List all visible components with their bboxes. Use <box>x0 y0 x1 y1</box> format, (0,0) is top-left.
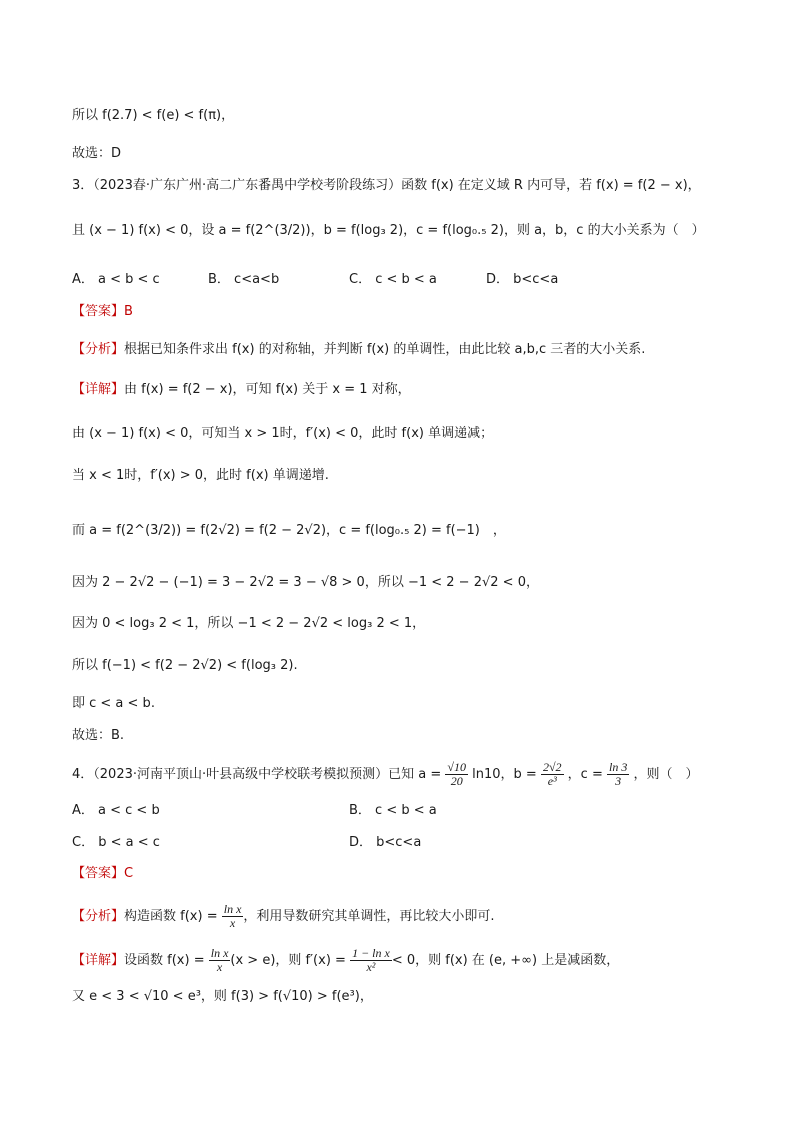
fraction: $\frac{\text{ln x}}{x}$ <box>223 902 242 930</box>
text-line: 由 (x − 1) f(x) < 0，可知当 x > 1时，f′(x) < 0，此时 f(x) 单调递减； <box>72 426 494 441</box>
text-line: 所以 f(2.7) < f(e) < f(π)， <box>72 108 235 123</box>
detail-line: 【详解】设函数 f(x) = $\frac{\text{ln x}}{x}$ (x > e)，则 f′(x) = $\frac{\text{1 − ln x}}{\text{x²}}$ < 0，则 f(x) 在 (e, +∞) 上是减函数， <box>72 946 620 974</box>
text-line: 故选：D <box>72 146 122 161</box>
analysis-tag: 【分析】 <box>72 909 125 924</box>
fraction: $\frac{2√2}{\text{e³}}$ <box>542 760 562 788</box>
detail-tag: 【详解】 <box>72 953 125 968</box>
option-a: A． a < c < b <box>72 803 160 818</box>
analysis-line: 【分析】构造函数 f(x) = $\frac{\text{ln x}}{x}$ ，利用导数研究其单调性，再比较大小即可. <box>72 902 495 930</box>
option-d: D． b<c<a <box>349 835 422 850</box>
text-line: 故选：B. <box>72 728 125 743</box>
analysis-tag: 【分析】 <box>72 342 125 357</box>
text-line: 当 x < 1时，f′(x) > 0，此时 f(x) 单调递增. <box>72 468 329 483</box>
detail-line: 【详解】由 f(x) = f(2 − x)，可知 f(x) 关于 x = 1 对称， <box>72 382 411 397</box>
answer-value: B <box>124 304 133 319</box>
detail-tag: 【详解】 <box>72 382 125 397</box>
answer-line <box>72 303 754 321</box>
text-line: 又 e < 3 < √10 < e³，则 f(3) > f(√10) > f(e³)， <box>72 989 373 1004</box>
question-4-stem: 4．（2023·河南平顶山·叶县高级中学校联考模拟预测）已知 a = $\frac{√10}{20}$ ln10，b = $\frac{2√2}{\text{e³}}$ ，c = $\frac{\ln 3}{3}$ ，则（ ） <box>72 760 699 788</box>
analysis-line: 【分析】根据已知条件求出 f(x) 的对称轴，并判断 f(x) 的单调性，由此比较 a,b,c 三者的大小关系. <box>72 342 646 357</box>
answer-line <box>72 865 754 883</box>
option-b: B． c < b < a <box>349 803 437 818</box>
option-d: D． b<c<a <box>486 272 559 287</box>
text-line: 因为 0 < log₃ 2 < 1，所以 −1 < 2 − 2√2 < log₃ 2 < 1， <box>72 616 426 631</box>
fraction: $\frac{\text{ln x}}{x}$ <box>210 946 229 974</box>
option-b: B． c<a<b <box>208 272 280 287</box>
option-c: C． b < a < c <box>72 835 160 850</box>
text-line: 因为 2 − 2√2 − (−1) = 3 − 2√2 = 3 − √8 > 0，所以 −1 < 2 − 2√2 < 0， <box>72 575 539 590</box>
option-a: A． a < b < c <box>72 272 160 287</box>
text-line: 所以 f(−1) < f(2 − 2√2) < f(log₃ 2). <box>72 658 298 673</box>
question-3-stem: 3．（2023春·广东广州·高二广东番禺中学校考阶段练习）函数 f(x) 在定义域 R 内可导，若 f(x) = f(2 − x)， <box>72 178 701 193</box>
question-3-stem-cont: 且 (x − 1) f(x) < 0，设 a = f(2^(3/2))，b = f(log₃ 2)，c = f(log₀.₅ 2)，则 a，b，c 的大小关系为（ ） <box>72 223 705 238</box>
option-c: C． c < b < a <box>349 272 437 287</box>
answer-tag: 【答案】 <box>72 866 125 881</box>
text-line: 而 a = f(2^(3/2)) = f(2√2) = f(2 − 2√2)，c = f(log₀.₅ 2) = f(−1) ， <box>72 523 506 538</box>
fraction: $\frac{\text{1 − ln x}}{\text{x²}}$ <box>352 946 390 974</box>
answer-value: C <box>124 866 134 881</box>
answer-tag: 【答案】 <box>72 304 125 319</box>
fraction: $\frac{\ln 3}{3}$ <box>609 760 628 788</box>
fraction: $\frac{√10}{20}$ <box>447 760 466 788</box>
text-line: 即 c < a < b. <box>72 696 155 711</box>
